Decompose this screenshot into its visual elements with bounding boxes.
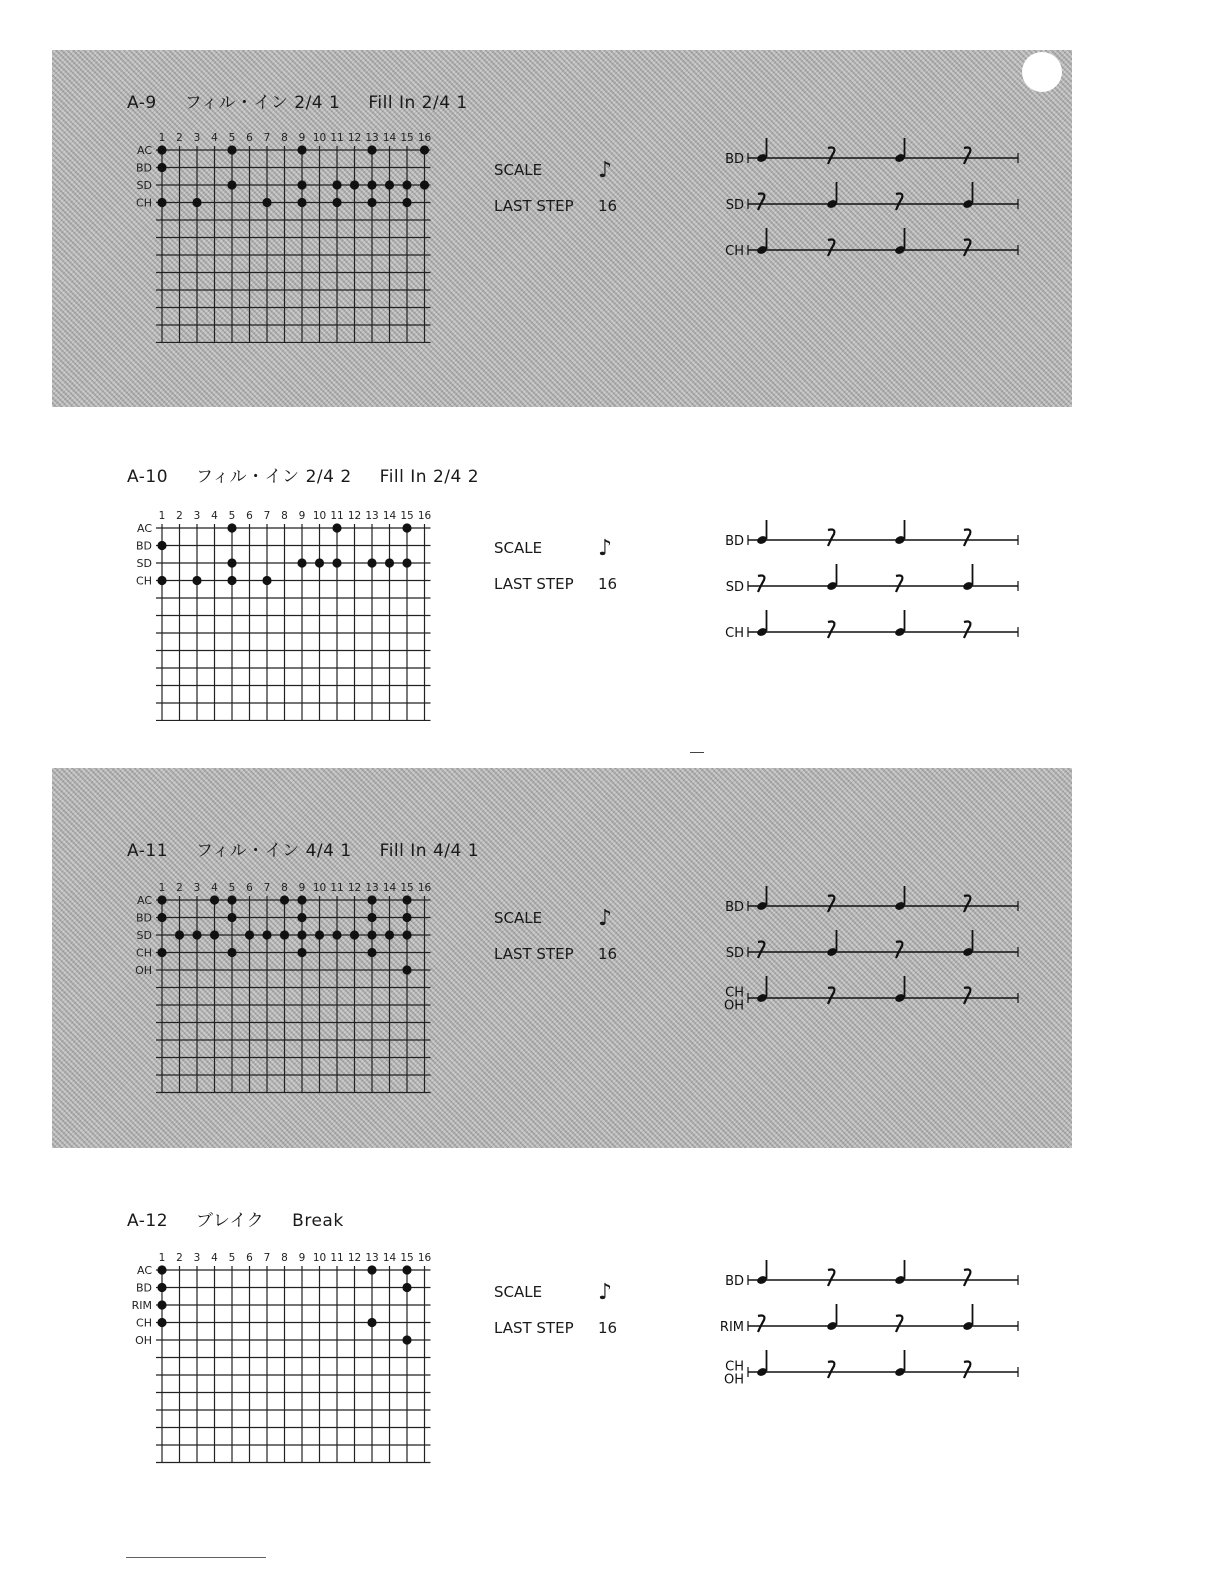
staff-line-label: CH — [725, 626, 744, 641]
step-number: 11 — [330, 132, 344, 144]
rest-symbol — [896, 194, 902, 211]
last-step-value: 16 — [598, 197, 618, 215]
step-number: 1 — [158, 132, 166, 144]
step-hit-dot — [367, 948, 376, 957]
step-hit-dot — [402, 1265, 411, 1274]
staff-line-label: CH — [725, 985, 744, 1001]
step-number: 9 — [298, 510, 306, 522]
step-number: 13 — [365, 510, 379, 522]
pattern-name-en: Fill In 2/4 2 — [379, 467, 480, 487]
step-number: 15 — [400, 882, 414, 894]
instrument-row-label: CH — [136, 946, 152, 960]
pattern-name-en: Fill In 2/4 1 — [368, 93, 468, 113]
step-number: 14 — [382, 882, 397, 894]
step-number: 8 — [281, 882, 288, 894]
step-hit-dot — [297, 558, 306, 567]
rest-symbol — [964, 240, 970, 257]
instrument-row-label: CH — [136, 1316, 152, 1330]
instrument-row-label: BD — [135, 161, 152, 175]
step-number: 5 — [228, 1252, 236, 1264]
instrument-row-label: BD — [135, 1281, 152, 1295]
scale-info — [494, 152, 617, 224]
staff-line-label: BD — [725, 1274, 744, 1289]
scale-label: SCALE — [494, 539, 543, 557]
step-number: 6 — [246, 1252, 253, 1264]
step-number: 5 — [228, 510, 236, 522]
pattern-panel-a9 — [52, 50, 1072, 407]
scale-label: SCALE — [494, 161, 543, 179]
step-hit-dot — [157, 895, 166, 904]
rest-symbol — [964, 988, 970, 1005]
step-hit-dot — [157, 1318, 166, 1327]
rest-symbol — [828, 240, 834, 257]
rest-symbol — [964, 148, 970, 165]
step-hit-dot — [227, 145, 236, 154]
step-number: 16 — [417, 132, 432, 144]
pattern-id: A-9 — [127, 93, 157, 113]
step-hit-dot — [332, 180, 341, 189]
step-hit-dot — [227, 913, 236, 922]
step-hit-dot — [420, 145, 429, 154]
step-hit-dot — [157, 1283, 166, 1292]
step-grid — [122, 506, 452, 721]
instrument-row-label: AC — [136, 144, 152, 157]
step-hit-dot — [350, 930, 359, 939]
step-number: 16 — [417, 882, 432, 894]
scale-info — [494, 1274, 617, 1346]
pattern-panel-a11 — [52, 768, 1072, 1148]
scale-note-icon: ♪ — [598, 905, 613, 931]
step-number: 12 — [347, 1252, 362, 1264]
last-step-value: 16 — [598, 575, 618, 593]
scale-note-icon: ♪ — [598, 157, 613, 183]
step-hit-dot — [157, 576, 166, 585]
rest-symbol — [896, 576, 902, 593]
step-grid — [122, 128, 452, 343]
step-number: 13 — [365, 882, 379, 894]
step-number: 11 — [330, 510, 344, 522]
step-hit-dot — [280, 895, 289, 904]
staff-line-label: BD — [725, 534, 744, 549]
pattern-name-jp: ブレイク — [196, 1211, 265, 1231]
step-hit-dot — [332, 198, 341, 207]
step-hit-dot — [367, 180, 376, 189]
scale-label: SCALE — [494, 909, 543, 927]
scale-info — [494, 530, 617, 602]
step-number: 4 — [211, 1252, 218, 1264]
step-hit-dot — [297, 913, 306, 922]
instrument-row-label: BD — [135, 911, 152, 925]
step-hit-dot — [367, 930, 376, 939]
instrument-row-label: SD — [136, 929, 152, 942]
last-step-label: LAST STEP — [494, 575, 574, 593]
step-number: 3 — [193, 132, 201, 144]
step-hit-dot — [227, 895, 236, 904]
step-hit-dot — [157, 1300, 166, 1309]
step-hit-dot — [402, 895, 411, 904]
last-step-label: LAST STEP — [494, 197, 574, 215]
notation-staff — [682, 1260, 1022, 1410]
step-hit-dot — [262, 930, 271, 939]
step-hit-dot — [192, 198, 201, 207]
notation-staff — [682, 520, 1022, 670]
step-number: 12 — [347, 510, 362, 522]
pattern-name-en: Break — [292, 1211, 344, 1231]
pattern-title — [127, 836, 507, 861]
step-hit-dot — [420, 180, 429, 189]
step-number: 2 — [176, 1252, 183, 1264]
step-number: 2 — [176, 510, 183, 522]
step-hit-dot — [175, 930, 184, 939]
pattern-name-jp: フィル・イン 4/4 1 — [196, 841, 352, 861]
step-number: 7 — [263, 1252, 271, 1264]
step-grid — [122, 878, 452, 1103]
step-hit-dot — [332, 558, 341, 567]
step-number: 16 — [417, 510, 432, 522]
step-number: 7 — [263, 882, 271, 894]
step-number: 3 — [193, 1252, 201, 1264]
instrument-row-label: CH — [136, 196, 152, 210]
step-number: 11 — [330, 1252, 344, 1264]
instrument-row-label: RIM — [131, 1299, 152, 1312]
step-number: 9 — [298, 132, 306, 144]
step-hit-dot — [315, 930, 324, 939]
step-number: 5 — [228, 882, 236, 894]
step-hit-dot — [297, 145, 306, 154]
instrument-row-label: SD — [136, 557, 152, 570]
step-hit-dot — [402, 523, 411, 532]
step-hit-dot — [227, 180, 236, 189]
step-hit-dot — [367, 1265, 376, 1274]
step-number: 10 — [312, 882, 327, 894]
step-hit-dot — [367, 895, 376, 904]
step-hit-dot — [297, 895, 306, 904]
rest-symbol — [964, 1362, 970, 1379]
instrument-row-label: OH — [135, 1334, 152, 1347]
scale-note-icon: ♪ — [598, 535, 613, 561]
last-step-label: LAST STEP — [494, 1319, 574, 1337]
step-number: 14 — [382, 132, 397, 144]
step-hit-dot — [157, 913, 166, 922]
rest-symbol — [964, 622, 970, 639]
step-number: 10 — [312, 510, 327, 522]
step-hit-dot — [332, 523, 341, 532]
step-number: 4 — [211, 132, 218, 144]
step-hit-dot — [385, 558, 394, 567]
pattern-title — [127, 88, 496, 113]
staff-line-label: OH — [723, 998, 744, 1014]
step-number: 16 — [417, 1252, 432, 1264]
staff-line-label: SD — [725, 580, 744, 595]
step-hit-dot — [402, 180, 411, 189]
staff-line-label: BD — [725, 152, 744, 167]
step-number: 9 — [298, 882, 306, 894]
step-number: 15 — [400, 132, 414, 144]
step-number: 6 — [246, 510, 253, 522]
hole-punch-mark — [1022, 52, 1062, 92]
rest-symbol — [758, 576, 764, 593]
step-number: 3 — [193, 510, 201, 522]
rest-symbol — [828, 530, 834, 547]
step-number: 8 — [281, 132, 288, 144]
step-number: 11 — [330, 882, 344, 894]
step-hit-dot — [402, 965, 411, 974]
step-hit-dot — [402, 198, 411, 207]
step-hit-dot — [350, 180, 359, 189]
pattern-title — [127, 462, 507, 487]
pattern-title — [127, 1206, 372, 1231]
step-hit-dot — [402, 558, 411, 567]
step-hit-dot — [332, 930, 341, 939]
instrument-row-label: SD — [136, 179, 152, 192]
rest-symbol — [828, 622, 834, 639]
step-number: 1 — [158, 882, 166, 894]
notation-staff — [682, 886, 1022, 1046]
step-hit-dot — [157, 948, 166, 957]
instrument-row-label: AC — [136, 522, 152, 535]
step-number: 3 — [193, 882, 201, 894]
step-hit-dot — [367, 558, 376, 567]
step-hit-dot — [385, 930, 394, 939]
step-number: 4 — [211, 510, 218, 522]
rest-symbol — [828, 1362, 834, 1379]
step-number: 15 — [400, 510, 414, 522]
instrument-row-label: AC — [136, 894, 152, 907]
step-number: 14 — [382, 1252, 397, 1264]
footer-link-underline — [126, 1557, 266, 1558]
step-grid — [122, 1248, 452, 1473]
rest-symbol — [896, 942, 902, 959]
instrument-row-label: OH — [135, 964, 152, 977]
step-number: 1 — [158, 510, 166, 522]
step-hit-dot — [367, 198, 376, 207]
scale-note-icon: ♪ — [598, 1279, 613, 1305]
step-hit-dot — [210, 930, 219, 939]
step-hit-dot — [192, 576, 201, 585]
rest-symbol — [828, 1270, 834, 1287]
step-number: 5 — [228, 132, 236, 144]
step-hit-dot — [192, 930, 201, 939]
last-step-label: LAST STEP — [494, 945, 574, 963]
scale-info — [494, 900, 617, 972]
scale-label: SCALE — [494, 1283, 543, 1301]
rest-symbol — [828, 896, 834, 913]
step-number: 7 — [263, 132, 271, 144]
step-hit-dot — [402, 930, 411, 939]
step-hit-dot — [210, 895, 219, 904]
pattern-id: A-12 — [127, 1211, 169, 1231]
step-number: 10 — [312, 1252, 327, 1264]
step-hit-dot — [402, 913, 411, 922]
staff-line-label: SD — [725, 198, 744, 213]
step-number: 1 — [158, 1252, 166, 1264]
step-number: 9 — [298, 1252, 306, 1264]
rest-symbol — [964, 896, 970, 913]
step-hit-dot — [157, 198, 166, 207]
rest-symbol — [828, 148, 834, 165]
step-number: 2 — [176, 132, 183, 144]
step-hit-dot — [245, 930, 254, 939]
step-hit-dot — [367, 913, 376, 922]
step-hit-dot — [367, 1318, 376, 1327]
step-hit-dot — [157, 1265, 166, 1274]
step-number: 13 — [365, 1252, 379, 1264]
notation-staff — [682, 138, 1022, 288]
step-number: 8 — [281, 1252, 288, 1264]
pattern-panel-a10 — [52, 440, 1072, 740]
step-hit-dot — [315, 558, 324, 567]
step-hit-dot — [157, 145, 166, 154]
step-hit-dot — [385, 180, 394, 189]
staff-line-label: SD — [725, 946, 744, 961]
rest-symbol — [964, 530, 970, 547]
step-number: 4 — [211, 882, 218, 894]
step-hit-dot — [157, 541, 166, 550]
step-number: 15 — [400, 1252, 414, 1264]
step-number: 6 — [246, 132, 253, 144]
step-number: 12 — [347, 132, 362, 144]
rest-symbol — [758, 942, 764, 959]
rest-symbol — [896, 1316, 902, 1333]
staff-line-label: CH — [725, 244, 744, 259]
rest-symbol — [964, 1270, 970, 1287]
staff-line-label: BD — [725, 900, 744, 915]
stray-mark — [690, 752, 704, 753]
step-hit-dot — [280, 930, 289, 939]
step-number: 12 — [347, 882, 362, 894]
last-step-value: 16 — [598, 945, 618, 963]
step-number: 7 — [263, 510, 271, 522]
pattern-id: A-11 — [127, 841, 169, 861]
staff-line-label: RIM — [719, 1320, 744, 1335]
step-hit-dot — [297, 198, 306, 207]
staff-line-label: OH — [723, 1372, 744, 1388]
rest-symbol — [828, 988, 834, 1005]
step-hit-dot — [157, 163, 166, 172]
step-hit-dot — [227, 576, 236, 585]
instrument-row-label: AC — [136, 1264, 152, 1277]
pattern-name-jp: フィル・イン 2/4 2 — [196, 467, 352, 487]
instrument-row-label: BD — [135, 539, 152, 553]
step-hit-dot — [297, 180, 306, 189]
pattern-name-en: Fill In 4/4 1 — [379, 841, 480, 861]
step-number: 14 — [382, 510, 397, 522]
step-hit-dot — [262, 576, 271, 585]
step-hit-dot — [262, 198, 271, 207]
step-number: 8 — [281, 510, 288, 522]
rest-symbol — [758, 1316, 764, 1333]
step-hit-dot — [402, 1335, 411, 1344]
step-number: 10 — [312, 132, 327, 144]
step-hit-dot — [227, 523, 236, 532]
step-hit-dot — [367, 145, 376, 154]
step-number: 13 — [365, 132, 379, 144]
step-hit-dot — [297, 930, 306, 939]
pattern-panel-a12 — [52, 1190, 1072, 1490]
instrument-row-label: CH — [136, 574, 152, 588]
pattern-id: A-10 — [127, 467, 169, 487]
step-number: 6 — [246, 882, 253, 894]
step-number: 2 — [176, 882, 183, 894]
pattern-name-jp: フィル・イン 2/4 1 — [184, 93, 341, 113]
staff-line-label: CH — [725, 1359, 744, 1375]
last-step-value: 16 — [598, 1319, 618, 1337]
step-hit-dot — [297, 948, 306, 957]
step-hit-dot — [227, 558, 236, 567]
step-hit-dot — [227, 948, 236, 957]
rest-symbol — [758, 194, 764, 211]
step-hit-dot — [402, 1283, 411, 1292]
